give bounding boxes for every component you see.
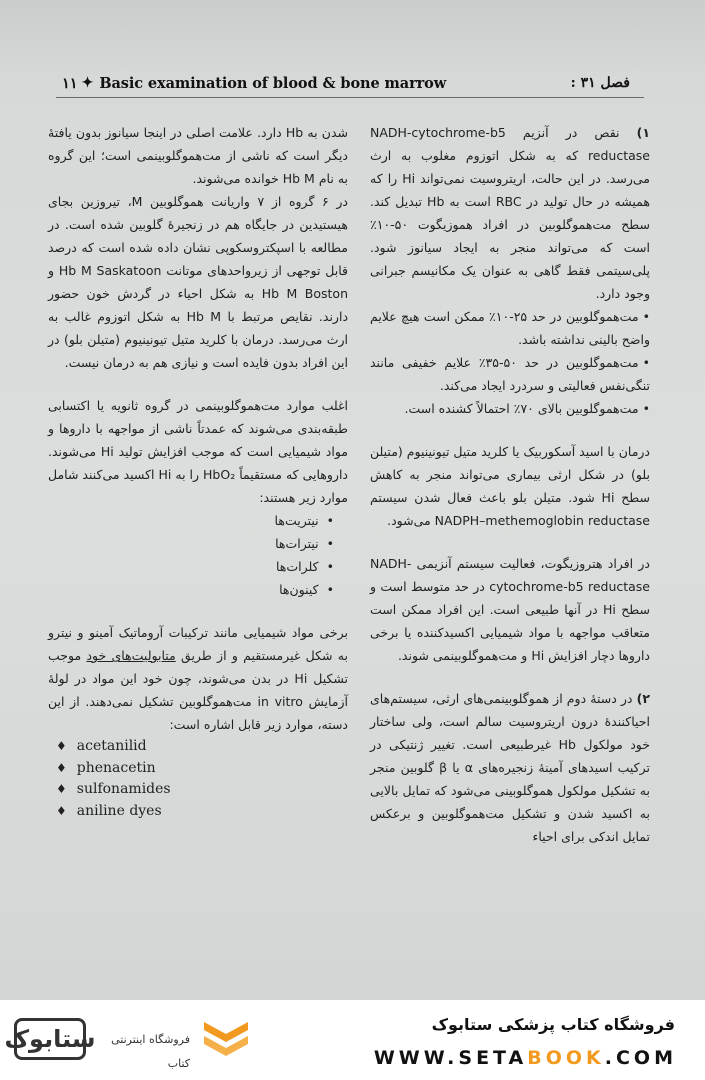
paragraph: در ۶ گروه از ۷ واریانت هموگلوبین M، تیروزین بجای هیستیدین در جایگاه هم در زنجیرهٔ گلوبین شده است. در مطالعه با اسپکتروسکوپی نشان داده شده است که درصد قابل توجهی از زیرواحدهای موتانت Hb M Saskatoon و Hb M Boston به شکل احیاء در گردش خون حضور دارند. نقایص مرتبط با Hb M به شکل اتوزوم غالب به ارث می‌رسد. درمان با کلرید متیل تیونینیوم (متیلن بلو) در این افراد بدون فایده است و نیازی هم به درمان نیست. [48,194,349,370]
chapter-ornament-icon: ✦ [81,75,94,91]
paragraph-text: در دستهٔ دوم از هموگلوبینمی‌های ارثی، سیستم‌های احیاکنندهٔ درون اریتروسیت سالم است، ولی ساختار خود مولکول Hb غیرطبیعی است. تغییر ژنتیکی در ترکیب اسیدهای آمینهٔ زنجیره‌های α یا β گلوبین منجر به تشکیل مولکول هموگلوبینی می‌شود که تمایل بالایی به اکسید شدن و تشکیل مت‌هموگلوبین و برعکس تمایل اندکی برای احیاء [370,691,650,844]
list-item: • کلرات‌ها [48,555,334,578]
url-part: WWW.SETA [373,1047,528,1069]
list-item: • کینون‌ها [48,578,334,601]
paragraph: اغلب موارد مت‌هموگلوبینمی در گروه ثانویه یا اکتسابی طبقه‌بندی می‌شوند که عمدتاً ناشی از مواجهه با داروها و مواد شیمیایی است که موجب افزایش تولید Hi می‌شوند. داروهایی که مستقیماً HbO₂ را به Hi اکسید می‌کنند شامل موارد زیر هستند: [48,398,348,505]
list-item: ♦ acetanilid [56,736,348,758]
bullet-item: • مت‌هموگلوبین در حد ۵۰-۳۵٪ علایم خفیفی مانند تنگی‌نفس فعالیتی و سردرد ایجاد می‌کند. [370,351,650,397]
item-number: ۲) [636,691,650,706]
store-banner[interactable] [0,1000,705,1080]
header-divider [56,97,644,98]
paragraph [48,621,348,736]
bullet-item: • مت‌هموگلوبین در حد ۲۵-۱۰٪ ممکن است هیچ علایم واضح بالینی نداشته باشد. [370,305,650,351]
oxidant-list [48,509,348,601]
drug-list [48,736,348,822]
list-item: • نیتریت‌ها [48,509,334,532]
paragraph: در افراد هتروزیگوت، فعالیت سیستم آنزیمی NADH-cytochrome-b5 reductase در حد متوسط است و سطح Hi در آنها طبیعی است. این افراد ممکن است متعاقب مواجهه با مواد شیمیایی اکسیدکننده یا برخی داروها دچار افزایش Hi و مت‌هموگلوبینمی شوند. [370,556,650,663]
header-chapter: فصل ۳۱ : [570,75,630,91]
item-number: ۱) [636,125,650,140]
paragraph: درمان با اسید آسکوربیک یا کلرید متیل تیونینیوم (متیلن بلو) در شکل ارثی بیماری می‌تواند منجر به کاهش سطح Hi شود. متیلن بلو باعث فعال شدن سیستم NADPH–methemoglobin reductase می‌شود. [370,444,651,528]
list-item: ♦ sulfonamides [56,779,348,801]
list-item: ♦ aniline dyes [56,801,348,823]
logo-subtitle: فروشگاه اینترنتی کتاب [111,1033,190,1070]
bullet-item: • مت‌هموگلوبین بالای ۷۰٪ احتمالاً کشنده است. [370,397,650,420]
paragraph-text: موجب تشکیل Hi در بدن می‌شوند، چون خود این مواد در لولهٔ آزمایش in vitro مت‌هموگلوبین تشکیل نمی‌دهند. از این دسته، موارد زیر قابل اشاره است: [48,648,349,732]
url-part: .COM [604,1047,677,1069]
url-part-accent: BOOK [527,1047,605,1069]
list-item: • نیترات‌ها [48,532,334,555]
list-item: ♦ phenacetin [56,758,348,780]
paragraph [370,687,650,848]
header-title: Basic examination of blood & bone marrow [99,74,447,92]
left-column [48,121,348,822]
paragraph-text: نقص در آنزیم NADH-cytochrome-b5 reductase که به شکل اتوزوم مغلوب به ارث می‌رسد. در این حالت، اریتروسیت نمی‌تواند Hi را که همیشه در حال تولید در RBC است به Hb تبدیل کند. سطح مت‌هموگلوبین در افراد هموزیگوت ۵۰-۱۰٪ است که می‌تواند منجر به ایجاد سیانوز شود. پلی‌سیتمی فقط گاهی به عنوان یک مکانیسم جبرانی وجود دارد. [370,125,651,301]
setabook-logo[interactable]: ستابوک [14,1018,86,1060]
store-url[interactable] [277,1044,677,1072]
underlined-term: متابولیت‌های خود [86,648,176,663]
paragraph-text: برخی مواد شیمیایی مانند ترکیبات آروماتیک آمینو و نیترو به شکل غیرمستقیم و از طریق [48,625,348,663]
page-number: ۱۱ [62,74,78,92]
store-title: فروشگاه کتاب پزشکی ستابوک [431,1015,675,1034]
book-chevron-icon [198,1016,254,1064]
right-column [370,121,650,848]
running-header [62,72,630,94]
paragraph: شدن به Hb دارد. علامت اصلی در اینجا سیانوز بدون یافتهٔ دیگر است که ناشی از مت‌هموگلوبینمی است؛ این گروه به نام Hb M خوانده می‌شوند. [48,125,348,186]
paragraph [370,121,650,305]
